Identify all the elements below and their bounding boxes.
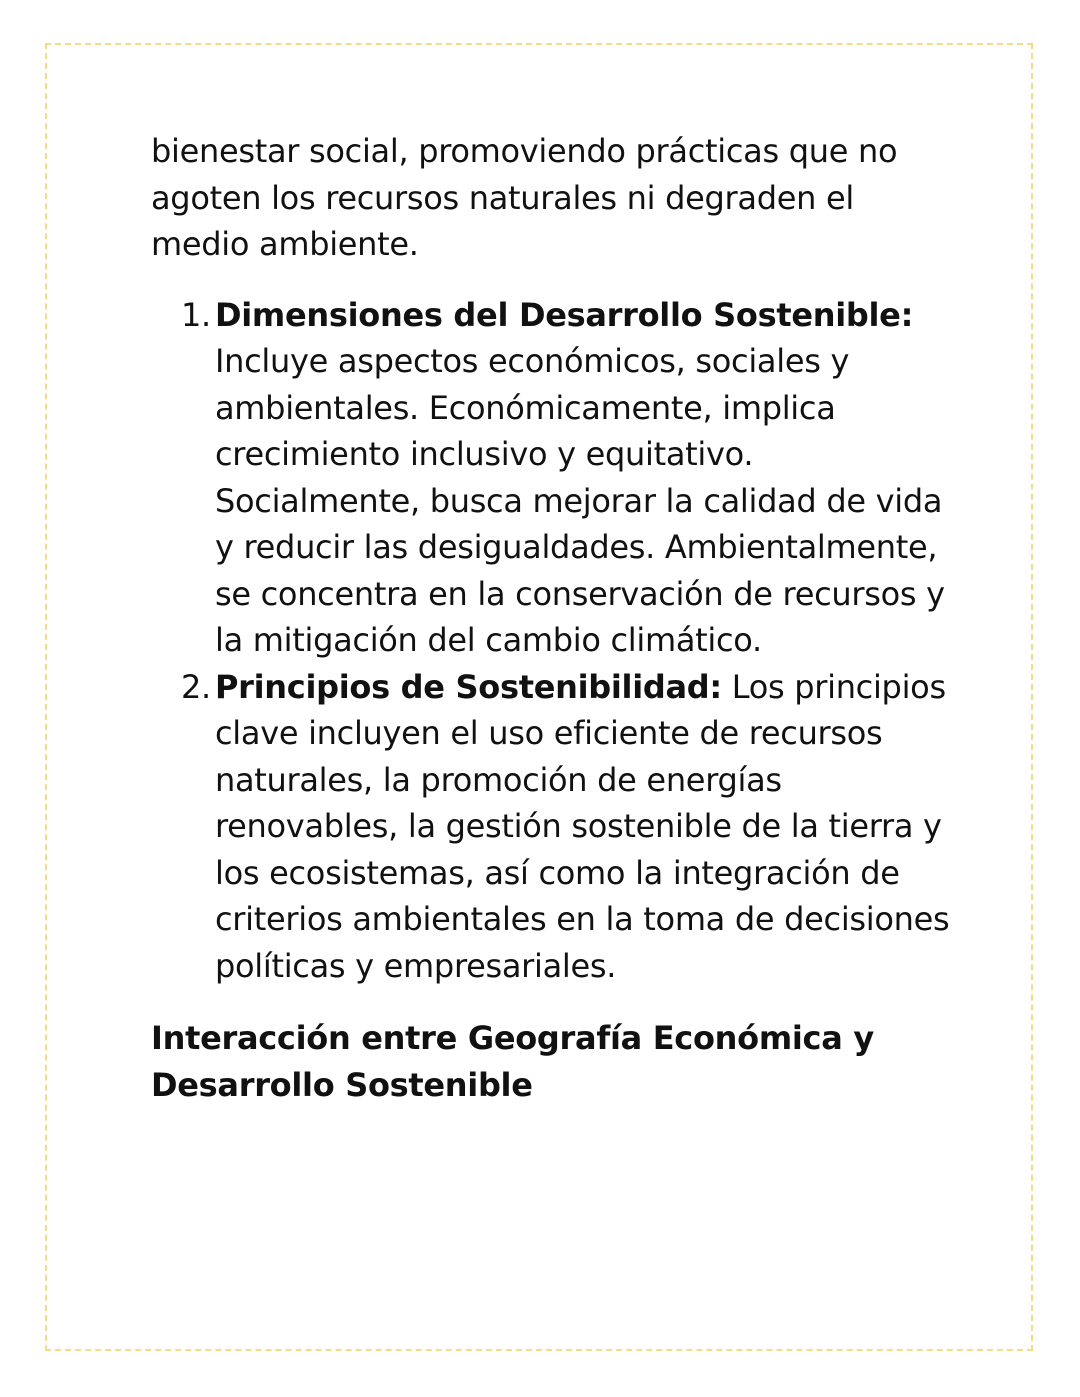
intro-paragraph: bienestar social, promoviendo prácticas que no agoten los recursos naturales ni degraden el medio ambiente. xyxy=(151,132,898,263)
list-number: 2. xyxy=(181,667,211,706)
list-item-text: Incluye aspectos económicos, sociales y ambientales. Económicamente, implica crecimiento inclusivo y equitativo. Socialmente, busca mejorar la calidad de vida y reducir las desigualdades. Ambientalmente, se concentra en la conservación de recursos y la mitigación del cambio climático. xyxy=(215,342,945,659)
list-item-term: Dimensiones del Desarrollo Sostenible: xyxy=(215,295,914,334)
section-heading: Interacción entre Geografía Económica y Desarrollo Sostenible xyxy=(151,1019,874,1104)
list-item-dimensions xyxy=(151,292,951,664)
numbered-list xyxy=(151,292,951,990)
list-item-term: Principios de Sostenibilidad: xyxy=(215,667,722,706)
list-item-text: Los principios clave incluyen el uso eficiente de recursos naturales, la promoción de energías renovables, la gestión sostenible de la tierra y los ecosistemas, así como la integración de criterios ambientales en la toma de decisiones políticas y empresariales. xyxy=(215,667,950,985)
document-content xyxy=(151,128,951,1108)
list-item-principles xyxy=(151,664,951,990)
list-number: 1. xyxy=(181,295,211,334)
